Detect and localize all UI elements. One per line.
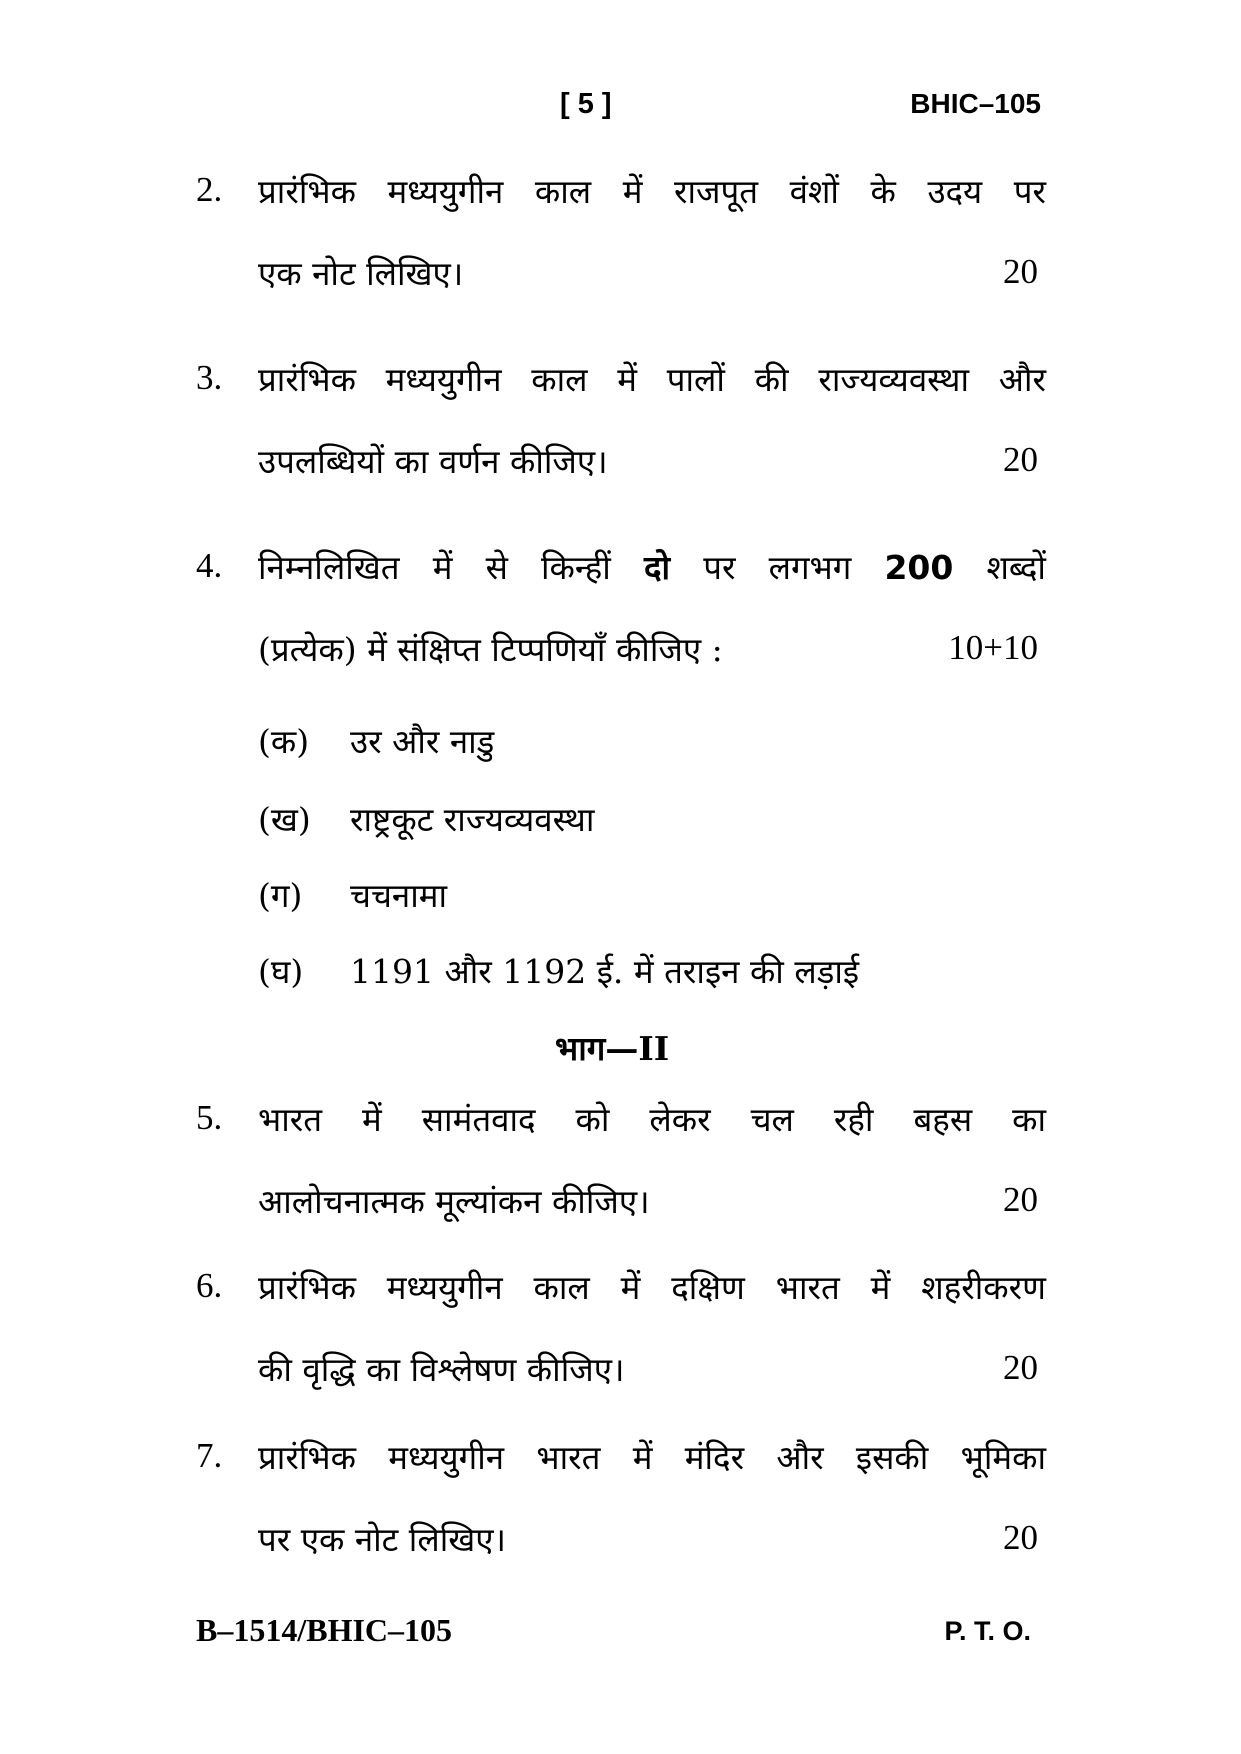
question-number: 3. [196, 358, 223, 397]
question-text-line2: की वृद्धि का विश्लेषण कीजिए। [258, 1350, 625, 1389]
question-number: 6. [196, 1266, 223, 1305]
emphasis-count: दो [643, 548, 671, 587]
subitem-text: चचनामा [350, 876, 448, 915]
page-number: [ 5 ] [560, 88, 612, 120]
subitem-label: (क) [258, 722, 310, 761]
subitem [258, 872, 447, 917]
subitem-text: राष्ट्रकूट राज्यव्यवस्था [350, 800, 595, 839]
subitem [258, 796, 594, 841]
question-text-part: पर लगभग [703, 548, 852, 587]
question-text-line1: भारत में सामंतवाद को लेकर चल रही बहस का [258, 1100, 1046, 1139]
question-text-line1: प्रारंभिक मध्ययुगीन भारत में मंदिर और इसकी भूमिका [258, 1438, 1046, 1477]
subitem [258, 718, 494, 763]
subitem-text: 1191 और 1192 ई. में तराइन की लड़ाई [350, 952, 860, 991]
please-turn-over: P. T. O. [944, 1616, 1031, 1646]
question-text-line2: (प्रत्येक) में संक्षिप्त टिप्पणियाँ कीजिए : [258, 630, 723, 669]
question-marks: 20 [1003, 1180, 1038, 1219]
question-text-line2: पर एक नोट लिखिए। [258, 1520, 507, 1559]
question-number: 7. [196, 1436, 223, 1475]
question-number: 2. [196, 170, 223, 209]
subitem [258, 948, 859, 993]
question-number: 4. [196, 546, 223, 585]
question-text-line2: उपलब्धियों का वर्णन कीजिए। [258, 442, 608, 481]
question-text-line1: प्रारंभिक मध्ययुगीन काल में दक्षिण भारत में शहरीकरण [258, 1268, 1046, 1307]
question-text-line2: आलोचनात्मक मूल्यांकन कीजिए। [258, 1182, 650, 1221]
question-text-part: शब्दों [986, 548, 1046, 587]
subitem-text: उर और नाडु [350, 722, 495, 761]
subitem-label: (ख) [258, 800, 311, 839]
paper-code: B–1514/BHIC–105 [196, 1612, 453, 1648]
subitem-label: (घ) [258, 952, 304, 991]
question-marks: 20 [1003, 1518, 1038, 1557]
course-code: BHIC–105 [910, 88, 1041, 119]
question-text-line2: एक नोट लिखिए। [258, 254, 464, 293]
question-text-line1 [258, 544, 1046, 589]
question-number: 5. [196, 1098, 223, 1137]
question-text-part: निम्नलिखित में से किन्हीं [258, 548, 611, 587]
subitem-label: (ग) [258, 876, 303, 915]
question-marks: 20 [1003, 1348, 1038, 1387]
question-text-line1: प्रारंभिक मध्ययुगीन काल में पालों की राज्यव्यवस्था और [258, 360, 1046, 399]
emphasis-word-limit: 200 [884, 548, 954, 587]
question-marks: 20 [1003, 252, 1038, 291]
question-marks: 20 [1003, 440, 1038, 479]
question-marks: 10+10 [948, 628, 1038, 667]
section-title: भाग—II [555, 1029, 670, 1068]
question-text-line1: प्रारंभिक मध्ययुगीन काल में राजपूत वंशों के उदय पर [258, 172, 1046, 211]
